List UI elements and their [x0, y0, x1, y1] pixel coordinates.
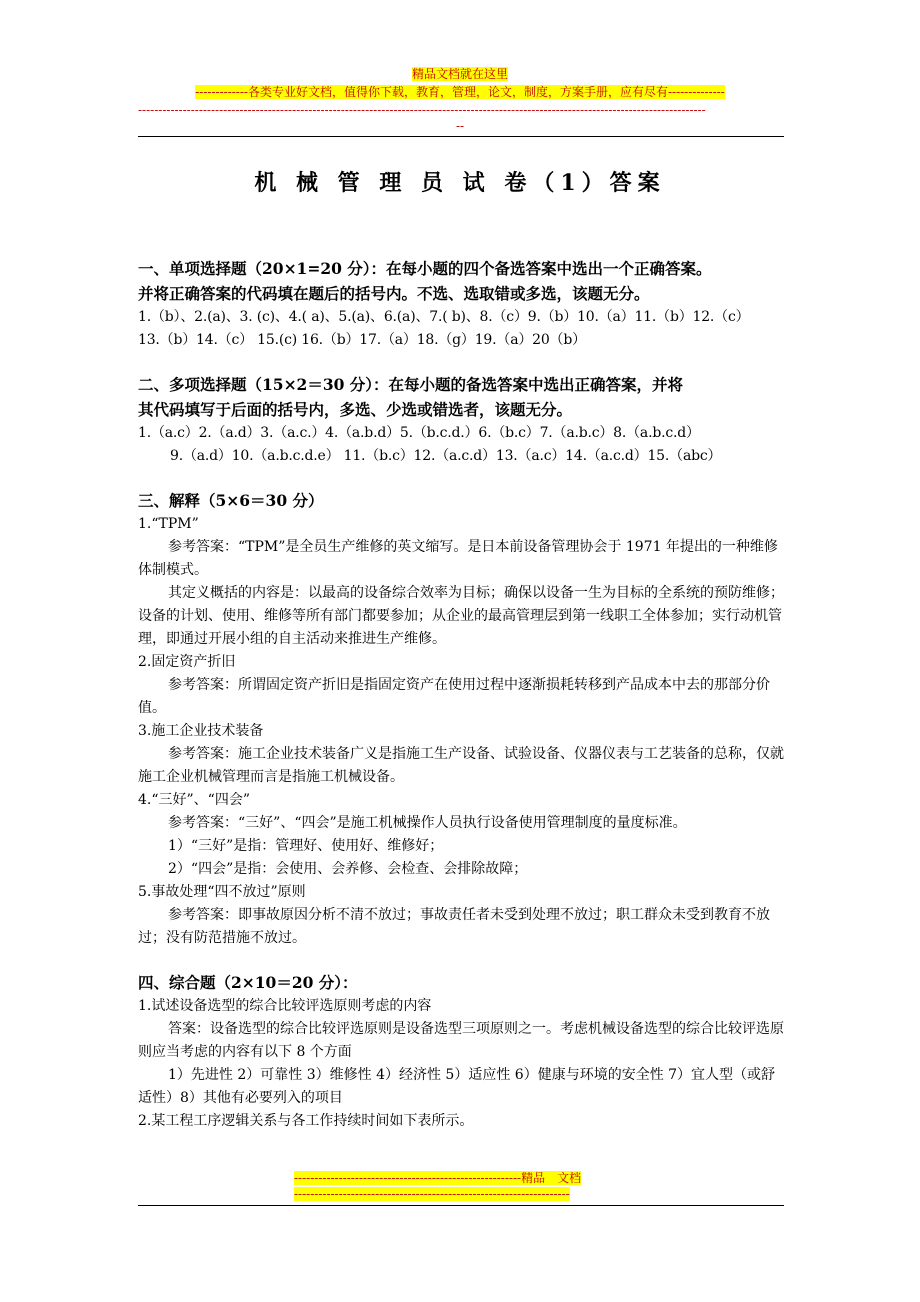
section3-q3: 3.施工企业技术装备: [138, 723, 264, 739]
section3-q1: 1.“TPM”: [138, 516, 199, 532]
header-line-1: [0, 66, 920, 82]
section3-q4-item-2: 2）“四会”是指：会使用、会养修、会检查、会排除故障；: [168, 861, 528, 877]
page-title: 机 械 管 理 员 试 卷（1）答案: [254, 170, 666, 196]
section3-q2-answer: 参考答案：所谓固定资产折旧是指固定资产在使用过程中逐渐损耗转移到产品成本中去的那部分价值。: [138, 677, 770, 716]
section1-heading-2: 并将正确答案的代码填在题后的括号内。不选、选取错或多选，该题无分。: [138, 284, 650, 303]
section3-q3-answer: 参考答案：施工企业技术装备广义是指施工生产设备、试验设备、仪器仪表与工艺装备的总称，仅就施工企业机械管理而言是指施工机械设备。: [138, 746, 784, 785]
footer-line-2: --------------------------------------------------------------------: [294, 1187, 570, 1201]
spacer: [138, 468, 788, 488]
section4-heading: 四、综合题（2×10＝20 分）：: [138, 973, 358, 992]
header-line-2: [0, 84, 920, 100]
section3-q1-answer-2: 其定义概括的内容是：以最高的设备综合效率为目标；确保以设备一生为目标的全系统的预防维修；设备的计划、使用、维修等所有部门都要参加；从企业的最高管理层到第一线职工全体参加；实行动机管理，即通过开展小组的自主活动来推进生产维修。: [138, 585, 784, 647]
section1-heading-1: 一、单项选择题（20×1=20 分）：在每小题的四个备选答案中选出一个正确答案。: [138, 259, 712, 278]
header-top-text: 精品文档就在这里: [411, 67, 508, 81]
section2-answers-2: 9.（a.d）10.（a.b.c.d.e） 11.（b.c）12.（a.c.d）13.（a.c）14.（a.c.d）15.（abc）: [170, 448, 722, 464]
section3-q4-item-1: 1）“三好”是指：管理好、使用好、维修好；: [168, 838, 444, 854]
footer-line-1: --------------------------------------------------------精品 文档: [294, 1171, 582, 1185]
section3-q4-answer: 参考答案：“三好”、“四会”是施工机械操作人员执行设备使用管理制度的量度标准。: [168, 815, 687, 831]
section3-q5: 5.事故处理“四不放过”原则: [138, 884, 306, 900]
section2-heading-1: 二、多项选择题（15×2＝30 分）：在每小题的备选答案中选出正确答案，并将: [138, 375, 684, 394]
footer-rule: [138, 1205, 784, 1206]
header-promo-text: -------------各类专业好文档，值得你下载，教育，管理，论文，制度，方案手册，应有尽有--------------: [195, 85, 725, 99]
section4-q1-list: 1）先进性 2）可靠性 3）维修性 4）经济性 5）适应性 6）健康与环境的安全性 7）宜人型（或舒适性）8）其他有必要列入的项目: [138, 1067, 776, 1106]
section2-heading-2: 其代码填写于后面的括号内，多选、少选或错选者，该题无分。: [138, 400, 573, 419]
section3-q1-answer-1: 参考答案：“TPM”是全员生产维修的英文缩写。是日本前设备管理协会于 1971 年提出的一种维修体制模式。: [138, 539, 778, 578]
spacer: [138, 352, 788, 372]
section2-answers-1: 1.（a.c）2.（a.d）3.（a.c.）4.（a.b.d）5.（b.c.d.）6.（b.c）7.（a.b.c）8.（a.b.c.d）: [138, 425, 700, 441]
section3-heading: 三、解释（5×6＝30 分）: [138, 491, 324, 510]
document-body: [138, 256, 788, 1133]
section4-q1: 1.试述设备选型的综合比较评选原则考虑的内容: [138, 998, 432, 1014]
section3-q2: 2.固定资产折旧: [138, 654, 236, 670]
section4-q2: 2.某工程工序逻辑关系与各工作持续时间如下表所示。: [138, 1113, 474, 1129]
section3-q5-answer: 参考答案：即事故原因分析不清不放过；事故责任者未受到处理不放过；职工群众未受到教育不放过；没有防范措施不放过。: [138, 907, 770, 946]
section4-q1-answer: 答案：设备选型的综合比较评选原则是设备选型三项原则之一。考虑机械设备选型的综合比较评选原则应当考虑的内容有以下 8 个方面: [138, 1021, 784, 1060]
section3-q4: 4.“三好”、“四会”: [138, 792, 250, 808]
section1-answers-1: 1.（b）、2.(a)、3. (c)、4.( a)、5.(a)、6.(a)、7.( b)、8.（c）9.（b）10.（a）11.（b）12.（c）: [138, 309, 750, 325]
header-dash-line: --------------------------------------------------------------------------------------------------------------------------------------------: [138, 103, 706, 117]
header-rule: [138, 136, 784, 137]
header-dash-tail: --: [455, 119, 465, 133]
section1-answers-2: 13.（b）14.（c） 15.(c) 16.（b）17.（a）18.（g）19.（a）20（b）: [138, 332, 586, 348]
footer: [294, 1170, 624, 1202]
spacer: [138, 950, 788, 970]
